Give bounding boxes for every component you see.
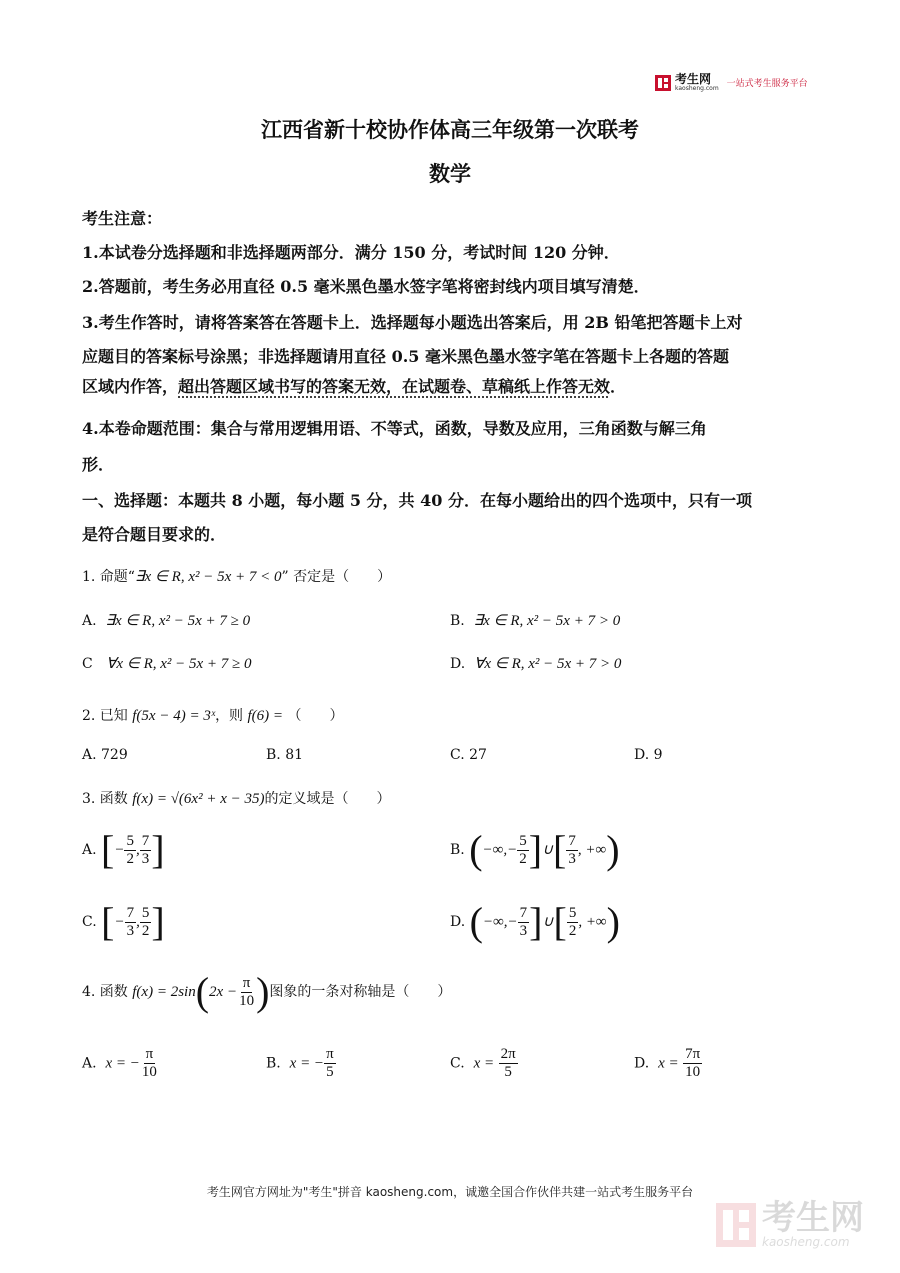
q3-b-cup: ∪: [542, 842, 554, 858]
q3-c-frac-2-den: 2: [141, 922, 150, 939]
exam-subject: 数学: [429, 161, 471, 186]
q3-d-close-bracket: ]: [529, 899, 543, 944]
q2-math-1: f(5x − 4) = 3ˣ: [132, 708, 216, 724]
watermark-name: 考生网: [762, 1198, 864, 1238]
q3-b-frac-1-num: 5: [519, 832, 527, 849]
q3-d-neg-inf: −∞,: [482, 914, 508, 930]
q3-a-frac-2-den: 3: [141, 850, 150, 867]
notice-item-3-line-3c: ．: [610, 377, 627, 396]
q3-a-close-bracket: ]: [151, 827, 165, 872]
q4-c-x: x =: [473, 1055, 495, 1072]
watermark-domain: kaosheng.com: [762, 1235, 850, 1249]
q3-d-close-paren: ): [606, 899, 620, 944]
exam-title: 江西省新十校协作体高三年级第一次联考: [261, 117, 639, 142]
q2-option-b: B. 81: [266, 747, 304, 763]
q1-d-label: D.: [450, 656, 466, 672]
q4-math-a: f(x) = 2sin: [132, 984, 196, 1000]
q3-a-comma: ,: [135, 842, 140, 858]
q3-c-minus: −: [114, 914, 125, 930]
q1-b-label: B.: [450, 613, 465, 629]
q3-c-frac-1: [125, 905, 137, 940]
q4-a-x: x = −: [105, 1055, 140, 1072]
q3-b-frac-2-den: 3: [568, 850, 576, 867]
q4-b-frac: [324, 1046, 336, 1081]
q4-b-num: π: [326, 1046, 334, 1062]
q3-c-open-bracket: [: [101, 899, 115, 944]
q4-c-num: 2π: [500, 1046, 516, 1062]
q3-b-frac-1: [517, 833, 529, 868]
q2-option-d: D. 9: [634, 747, 663, 763]
q3-d-minus: −: [507, 914, 518, 930]
q3-a-minus: −: [114, 842, 125, 858]
notice-item-4-line-2: 形．: [82, 455, 115, 474]
q4-c-den: 5: [504, 1064, 512, 1080]
notice-item-3-line-3a: 区域内作答，: [82, 377, 179, 396]
q3-d-frac-2-den: 2: [568, 922, 577, 939]
notice-emphasis: 超出答题区域书写的答案无效，在试题卷、草稿纸上作答无效: [178, 377, 611, 396]
q4-b-x: x = −: [289, 1055, 325, 1072]
q4-open-paren: (: [195, 969, 210, 1014]
q3-b-neg-inf: −∞,: [482, 842, 508, 858]
q4-a-num: π: [145, 1046, 154, 1062]
q4-c-frac: [499, 1046, 518, 1081]
q3-c-frac-1-num: 7: [126, 904, 135, 921]
q3-option-d: [450, 899, 620, 944]
q3-d-frac-2: [567, 905, 579, 940]
question-1: [82, 566, 391, 586]
q3-b-frac-2-num: 7: [568, 832, 576, 849]
q3-b-open-bracket: [: [553, 827, 567, 872]
q4-d-x: x =: [658, 1055, 679, 1072]
q3-a-frac-1: [124, 833, 136, 868]
q4-b-den: 5: [326, 1064, 334, 1080]
q3-b-close-bracket: ]: [528, 827, 543, 872]
q3-b-frac-2: [566, 833, 578, 868]
q3-d-frac-1: [518, 905, 530, 940]
q3-math: f(x) = √(6x² + x − 35): [132, 791, 265, 807]
question-4: [82, 969, 452, 1014]
q3-c-comma: ,: [136, 914, 140, 930]
header-logo: [655, 73, 808, 92]
q1-option-d: [450, 654, 621, 673]
question-2: [82, 705, 344, 725]
q3-suffix: 的定义域是（ ）: [264, 791, 391, 807]
q1-math: ∃x ∈ R, x² − 5x + 7 < 0: [134, 569, 282, 585]
q4-frac-den: 10: [239, 992, 255, 1009]
q4-a-label: A.: [82, 1055, 97, 1072]
q3-a-open-bracket: [: [101, 827, 115, 872]
q3-d-pos-inf: , +∞: [578, 914, 607, 930]
q3-c-label: C.: [82, 914, 97, 930]
q4-option-d: [634, 1046, 702, 1081]
q1-c-label: C: [82, 656, 93, 672]
q3-b-label: B.: [450, 842, 465, 858]
q3-option-b: [450, 827, 620, 872]
q1-option-c: [82, 654, 252, 673]
q4-d-num: 7π: [685, 1046, 701, 1062]
watermark-text: [762, 1198, 864, 1249]
q4-c-label: C.: [450, 1055, 465, 1072]
section-1-line-2: 是符合题目要求的．: [82, 525, 227, 544]
q1-a-math: ∃x ∈ R, x² − 5x + 7 ≥ 0: [105, 613, 251, 629]
q3-c-frac-1-den: 3: [126, 922, 135, 939]
q4-d-label: D.: [634, 1055, 650, 1072]
q4-option-b: [266, 1046, 336, 1081]
kaosheng-logo-icon: [655, 75, 671, 91]
q3-a-frac-2: [140, 833, 152, 868]
q3-d-frac-1-den: 3: [519, 922, 528, 939]
q4-a-frac: [140, 1046, 159, 1081]
kaosheng-watermark: [716, 1198, 864, 1249]
logo-domain: kaosheng.com: [675, 85, 719, 92]
q2-mid: ，则: [215, 708, 244, 724]
q4-close-paren: ): [256, 969, 270, 1014]
q3-a-frac-1-num: 5: [126, 832, 134, 849]
q3-a-frac-2-num: 7: [141, 832, 150, 849]
q3-b-minus: −: [507, 842, 518, 858]
q4-suffix: 图象的一条对称轴是（ ）: [269, 984, 452, 1000]
q3-d-open-bracket: [: [553, 899, 567, 944]
watermark-logo-icon: [716, 1203, 756, 1247]
q3-c-frac-2: [140, 905, 152, 940]
q2-option-c: C. 27: [450, 747, 487, 763]
notice-heading: 考生注意：: [82, 209, 163, 228]
notice-item-2: 2.答题前，考生务必用直径 0.5 毫米黑色墨水签字笔将密封线内项目填写清楚．: [82, 277, 650, 296]
q4-d-frac: [683, 1046, 702, 1081]
q2-option-a: A. 729: [82, 747, 128, 763]
notice-item-3-line-2: 应题目的答案标号涂黑；非选择题请用直径 0.5 毫米黑色墨水签字笔在答题卡上各题的答题: [82, 347, 729, 366]
q3-c-close-bracket: ]: [151, 899, 165, 944]
section-1-line-1: 一、选择题：本题共 8 小题，每小题 5 分，共 40 分．在每小题给出的四个选项中，只有一项: [82, 491, 752, 510]
q3-d-open-paren: (: [469, 899, 483, 944]
q3-d-label: D.: [450, 914, 466, 930]
notice-item-3-line-1: 3.考生作答时，请将答案答在答题卡上．选择题每小题选出答案后，用 2B 铅笔把答题卡上对: [82, 313, 743, 332]
q3-b-pos-inf: , +∞: [577, 842, 607, 858]
q4-frac-num: π: [242, 974, 251, 991]
q4-prefix: 4. 函数: [82, 984, 128, 1000]
notice-item-3-line-3: [82, 374, 626, 397]
q4-a-den: 10: [141, 1064, 157, 1080]
notice-item-1: 1.本试卷分选择题和非选择题两部分．满分 150 分，考试时间 120 分钟．: [82, 243, 620, 262]
q3-b-open-paren: (: [469, 827, 483, 872]
q3-option-c: [82, 899, 165, 944]
page-footer: 考生网官方网址为"考生"拼音 kaosheng.com，诚邀全国合作伙伴共建一站式考生服务平台: [206, 1185, 694, 1199]
q1-c-math: ∀x ∈ R, x² − 5x + 7 ≥ 0: [106, 656, 252, 672]
q4-option-c: [450, 1046, 518, 1081]
q2-suffix: （ ）: [287, 708, 344, 724]
q4-frac: [237, 975, 256, 1010]
q1-suffix: ” 否定是（ ）: [281, 569, 392, 585]
q1-b-math: ∃x ∈ R, x² − 5x + 7 > 0: [473, 613, 621, 629]
logo-text: [675, 73, 719, 92]
q3-b-close-paren: ): [606, 827, 620, 872]
q3-d-frac-1-num: 7: [519, 904, 528, 921]
q3-b-frac-1-den: 2: [519, 850, 527, 867]
q1-a-label: A.: [82, 613, 97, 629]
q3-prefix: 3. 函数: [82, 791, 128, 807]
q1-option-a: [82, 611, 250, 630]
q4-option-a: [82, 1046, 159, 1081]
q3-c-frac-2-num: 5: [141, 904, 150, 921]
q3-option-a: [82, 827, 165, 872]
q4-math-b: 2x −: [209, 984, 238, 1000]
q2-math-2: f(6) =: [247, 708, 284, 724]
q4-d-den: 10: [685, 1064, 701, 1080]
q3-d-frac-2-num: 5: [568, 904, 577, 921]
q1-option-b: [450, 611, 620, 630]
q1-d-math: ∀x ∈ R, x² − 5x + 7 > 0: [474, 656, 622, 672]
notice-item-4-line-1: 4.本卷命题范围：集合与常用逻辑用语、不等式，函数，导数及应用，三角函数与解三角: [82, 419, 707, 438]
q3-a-label: A.: [82, 842, 97, 858]
q2-prefix: 2. 已知: [82, 708, 128, 724]
q4-b-label: B.: [266, 1055, 281, 1072]
q3-d-cup: ∪: [542, 914, 554, 930]
logo-name: 考生网: [675, 72, 712, 86]
question-3: [82, 788, 390, 808]
q1-prefix: 1. 命题“: [82, 569, 135, 585]
logo-slogan: 一站式考生服务平台: [726, 79, 808, 89]
q3-a-frac-1-den: 2: [126, 850, 134, 867]
